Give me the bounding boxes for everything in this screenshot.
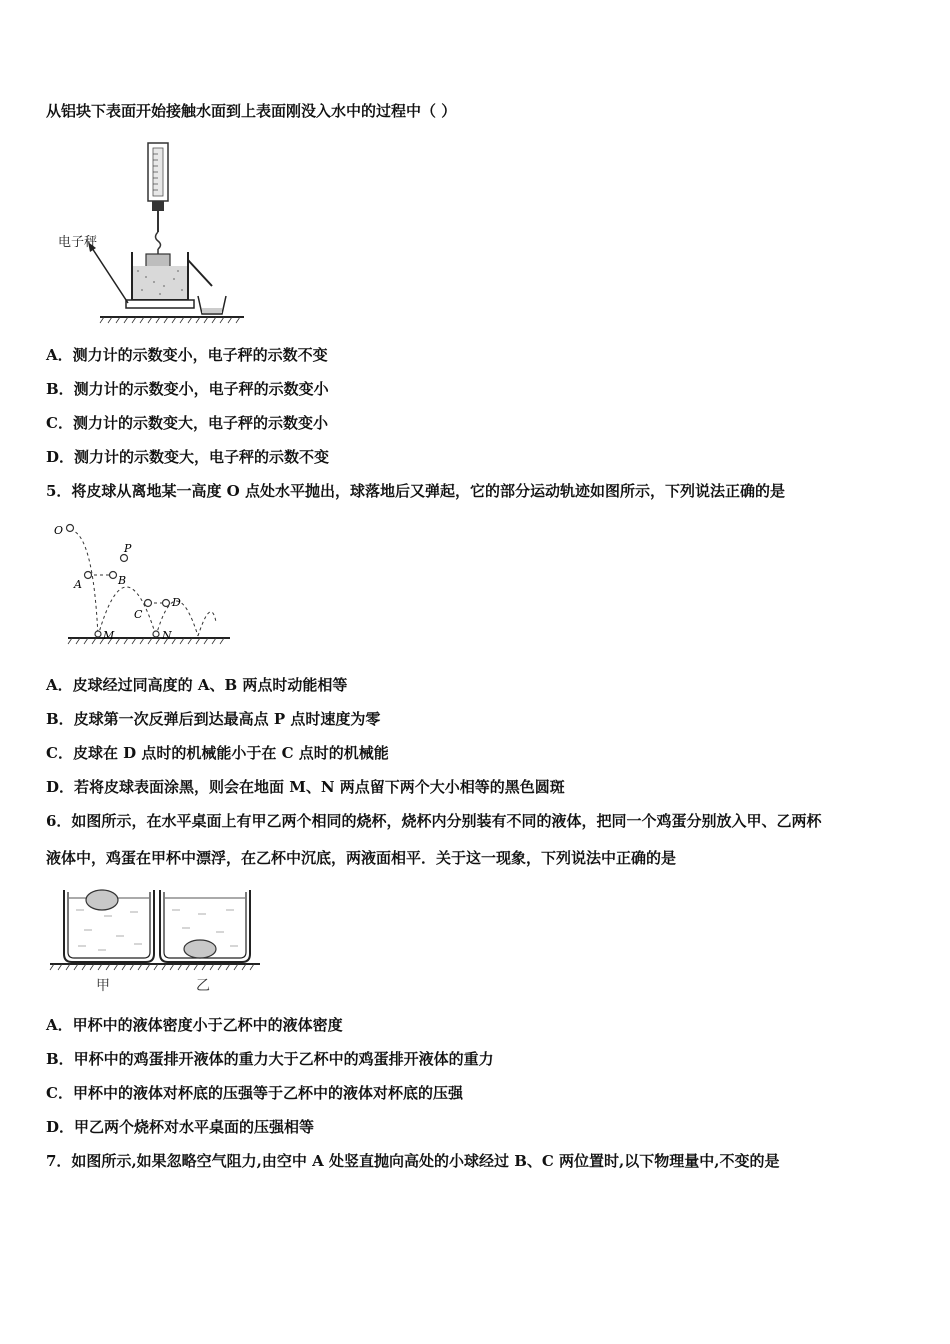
q6-option-b: B．甲杯中的鸡蛋排开液体的重力大于乙杯中的鸡蛋排开液体的重力 xyxy=(46,1050,494,1068)
q5-option-a: A．皮球经过同高度的 A、B 两点时动能相等 xyxy=(46,676,348,694)
q7-stem: 7．如图所示,如果忽略空气阻力,由空中 A 处竖直抛向高处的小球经过 B、C 两位置时,以下物理量中,不变的是 xyxy=(46,1152,780,1170)
label-m: M xyxy=(103,629,115,642)
bouncing-ball-trajectory-diagram xyxy=(48,518,238,650)
q5-option-c: C．皮球在 D 点时的机械能小于在 C 点时的机械能 xyxy=(46,744,389,762)
label-p: P xyxy=(124,542,132,555)
label-a: A xyxy=(74,578,82,591)
spring-scale-beaker-diagram xyxy=(52,140,252,325)
label-o: O xyxy=(54,524,64,537)
label-d: D xyxy=(172,596,181,609)
q6-option-a: A．甲杯中的液体密度小于乙杯中的液体密度 xyxy=(46,1016,343,1034)
beaker-label-right: 乙 xyxy=(196,978,210,994)
q4-option-a: A．测力计的示数变小，电子秤的示数不变 xyxy=(46,346,328,364)
q6-option-d: D．甲乙两个烧杯对水平桌面的压强相等 xyxy=(46,1118,315,1136)
q6-option-c: C．甲杯中的液体对杯底的压强等于乙杯中的液体对杯底的压强 xyxy=(46,1084,463,1102)
q4-option-d: D．测力计的示数变大，电子秤的示数不变 xyxy=(46,448,330,466)
label-c: C xyxy=(134,608,143,621)
electronic-scale-label: 电子秤 xyxy=(58,235,98,250)
q6-figure xyxy=(48,884,264,996)
q6-stem-line2: 液体中，鸡蛋在甲杯中漂浮，在乙杯中沉底，两液面相平．关于这一现象，下列说法中正确的是 xyxy=(46,849,677,867)
q4-option-b: B．测力计的示数变小，电子秤的示数变小 xyxy=(46,380,329,398)
beaker-label-left: 甲 xyxy=(96,978,110,994)
q5-option-d: D．若将皮球表面涂黑，则会在地面 M、N 两点留下两个大小相等的黑色圆斑 xyxy=(46,778,565,796)
q4-figure xyxy=(52,140,252,325)
q5-stem: 5．将皮球从离地某一高度 O 点处水平抛出，球落地后又弹起，它的部分运动轨迹如图所示，下列说法正确的是 xyxy=(46,482,785,500)
label-n: N xyxy=(162,629,172,642)
q6-stem-line1: 6．如图所示，在水平桌面上有甲乙两个相同的烧杯，烧杯内分别装有不同的液体，把同一个鸡蛋分别放入甲、乙两杯 xyxy=(46,812,822,830)
q5-option-b: B．皮球第一次反弹后到达最高点 P 点时速度为零 xyxy=(46,710,381,728)
q5-figure xyxy=(48,518,238,650)
q4-option-c: C．测力计的示数变大，电子秤的示数变小 xyxy=(46,414,328,432)
q4-stem-tail: 从铝块下表面开始接触水面到上表面刚没入水中的过程中（ ） xyxy=(46,102,457,120)
two-beakers-egg-diagram xyxy=(48,884,264,996)
label-b: B xyxy=(118,574,127,587)
